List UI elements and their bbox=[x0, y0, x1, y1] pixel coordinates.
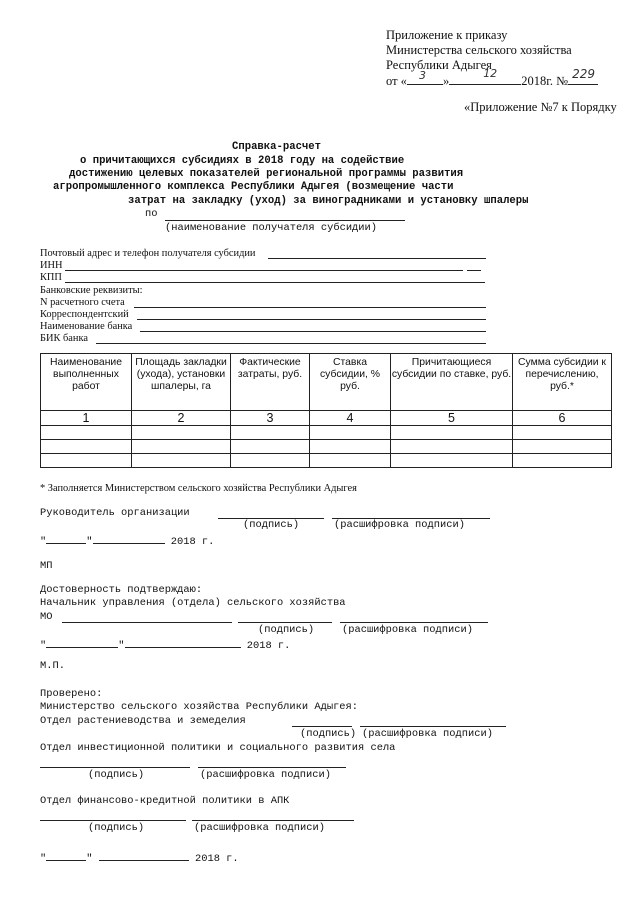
month-field[interactable] bbox=[99, 849, 189, 861]
col-number: 5 bbox=[391, 411, 513, 426]
chief-rasshifrovka-caption: (расшифровка подписи) bbox=[342, 624, 473, 636]
year-label: 2018 г. bbox=[246, 640, 291, 652]
table-row bbox=[41, 440, 612, 454]
inn-label: ИНН bbox=[40, 260, 63, 271]
chief-dept-label: Начальник управления (отдела) сельского хозяйства bbox=[40, 597, 346, 609]
account-input[interactable] bbox=[134, 307, 486, 308]
table-number-row bbox=[41, 411, 612, 426]
dept-invest-rasshifrovka-caption: (расшифровка подписи) bbox=[200, 769, 331, 781]
table-cell[interactable] bbox=[310, 426, 391, 440]
col-number: 2 bbox=[132, 411, 231, 426]
mp-stamp-2: М.П. bbox=[40, 660, 65, 672]
table-cell[interactable] bbox=[41, 440, 132, 454]
order-day-field bbox=[407, 69, 443, 85]
month-field[interactable] bbox=[93, 532, 165, 544]
order-day-handwritten: 3 bbox=[418, 69, 426, 82]
table-cell[interactable] bbox=[310, 440, 391, 454]
recipient-name-caption: (наименование получателя субсидии) bbox=[165, 222, 378, 234]
appendix-reference: «Приложение №7 к Порядку bbox=[464, 100, 617, 114]
head-org-podpis-caption: (подпись) bbox=[243, 519, 300, 531]
appendix-line-2: Министерства сельского хозяйства bbox=[386, 43, 572, 57]
subsidy-table bbox=[40, 353, 612, 468]
head-org-rasshifrovka-caption: (расшифровка подписи) bbox=[334, 519, 465, 531]
ministry-label: Министерство сельского хозяйства Республики Адыгея: bbox=[40, 701, 359, 713]
postal-label: Почтовый адрес и телефон получателя субсидии bbox=[40, 248, 256, 259]
col-number: 3 bbox=[231, 411, 310, 426]
account-label: N расчетного счета bbox=[40, 297, 125, 308]
month-field[interactable] bbox=[125, 636, 241, 648]
dept-invest-label: Отдел инвестиционной политики и социального развития села bbox=[40, 742, 396, 754]
chief-podpis-caption: (подпись) bbox=[258, 624, 315, 636]
table-cell[interactable] bbox=[310, 454, 391, 468]
col-header-transfer: Сумма субсидии к перечислению, руб.* bbox=[513, 354, 612, 411]
quote-close: " bbox=[86, 536, 93, 548]
bik-label: БИК банка bbox=[40, 333, 88, 344]
order-mid: » bbox=[442, 74, 450, 88]
col-header-due: Причитающиеся субсидии по ставке, руб. bbox=[391, 354, 513, 411]
quote-close: " bbox=[86, 853, 93, 865]
table-cell[interactable] bbox=[132, 440, 231, 454]
table-cell[interactable] bbox=[231, 426, 310, 440]
col-header-area: Площадь закладки (ухода), установки шпалеры, га bbox=[132, 354, 231, 411]
dept-crop-label: Отдел растениеводства и земеделия bbox=[40, 715, 246, 727]
postal-input[interactable] bbox=[268, 258, 486, 259]
table-cell[interactable] bbox=[132, 426, 231, 440]
dept-invest-name-line[interactable] bbox=[198, 767, 346, 768]
day-field[interactable] bbox=[46, 636, 118, 648]
order-number-handwritten: 229 bbox=[572, 67, 595, 81]
dept-crop-podpis-caption: (подпись) bbox=[300, 728, 357, 740]
order-month-handwritten: 12 bbox=[483, 67, 498, 80]
dept-invest-podpis-caption: (подпись) bbox=[88, 769, 145, 781]
col-header-works: Наименование выполненных работ bbox=[41, 354, 132, 411]
quote-open: " bbox=[40, 536, 47, 548]
table-cell[interactable] bbox=[391, 426, 513, 440]
recipient-name-line[interactable] bbox=[165, 220, 405, 221]
bank-name-input[interactable] bbox=[140, 331, 486, 332]
day-field[interactable] bbox=[46, 849, 86, 861]
order-year-label: 2018г. № bbox=[521, 74, 569, 88]
head-org-label: Руководитель организации bbox=[40, 507, 190, 519]
quote-open: " bbox=[40, 640, 47, 652]
table-cell[interactable] bbox=[391, 454, 513, 468]
year-label: 2018 г. bbox=[195, 853, 239, 865]
checked-label: Проверено: bbox=[40, 688, 103, 700]
bank-name-label: Наименование банка bbox=[40, 321, 133, 332]
table-cell[interactable] bbox=[231, 440, 310, 454]
col-header-rate: Ставка субсидии, % руб. bbox=[310, 354, 391, 411]
table-cell[interactable] bbox=[391, 440, 513, 454]
order-prefix: от « bbox=[386, 74, 407, 88]
dept-finance-podpis-caption: (подпись) bbox=[88, 822, 145, 834]
bank-details-label: Банковские реквизиты: bbox=[40, 285, 143, 296]
dept-crop-rasshifrovka-caption: (расшифровка подписи) bbox=[362, 728, 493, 740]
table-cell[interactable] bbox=[513, 426, 612, 440]
quote-close: " bbox=[118, 640, 125, 652]
table-cell[interactable] bbox=[231, 454, 310, 468]
title-line-5: затрат на закладку (уход) за виноградниками и установку шпалеры bbox=[128, 195, 529, 207]
table-row bbox=[41, 426, 612, 440]
inn-input-tail bbox=[467, 270, 481, 271]
date-line-2 bbox=[40, 636, 290, 653]
mo-label: МО bbox=[40, 611, 53, 623]
confirm-label: Достоверность подтверждаю: bbox=[40, 584, 203, 596]
title-line-2: о причитающихся субсидиях в 2018 году на содействие bbox=[80, 155, 405, 167]
day-field[interactable] bbox=[46, 532, 86, 544]
footnote: * Заполняется Министерством сельского хозяйства Республики Адыгея bbox=[40, 483, 357, 494]
dept-finance-rasshifrovka-caption: (расшифровка подписи) bbox=[194, 822, 325, 834]
table-cell[interactable] bbox=[132, 454, 231, 468]
recipient-prefix: по bbox=[145, 208, 158, 220]
corr-label: Корреспондентский bbox=[40, 309, 129, 320]
bik-input[interactable] bbox=[96, 343, 486, 344]
kpp-input[interactable] bbox=[65, 282, 485, 283]
year-label: 2018 г. bbox=[170, 536, 215, 548]
corr-input[interactable] bbox=[137, 319, 486, 320]
title-line-3: достижению целевых показателей региональной программы развития bbox=[69, 168, 464, 180]
table-cell[interactable] bbox=[513, 454, 612, 468]
table-cell[interactable] bbox=[41, 426, 132, 440]
inn-input[interactable] bbox=[65, 270, 463, 271]
order-number-field bbox=[568, 67, 598, 85]
appendix-line-3: Республики Адыгея bbox=[386, 58, 492, 72]
appendix-line-1: Приложение к приказу bbox=[386, 28, 508, 42]
title-line-4: агропромышленного комплекса Республики Адыгея (возмещение части bbox=[53, 181, 454, 193]
col-number: 1 bbox=[41, 411, 132, 426]
mo-name-line[interactable] bbox=[62, 622, 232, 623]
dept-finance-label: Отдел финансово-кредитной политики в АПК bbox=[40, 795, 290, 807]
chief-signature-line[interactable] bbox=[238, 622, 332, 623]
quote-open: " bbox=[40, 853, 47, 865]
col-header-costs: Фактические затраты, руб. bbox=[231, 354, 310, 411]
col-number: 4 bbox=[310, 411, 391, 426]
table-row bbox=[41, 454, 612, 468]
table-header-row bbox=[41, 354, 612, 411]
dept-finance-signature-line[interactable] bbox=[40, 820, 186, 821]
dept-invest-signature-line[interactable] bbox=[40, 767, 190, 768]
dept-finance-name-line[interactable] bbox=[192, 820, 354, 821]
order-date-number bbox=[386, 67, 598, 88]
table-cell[interactable] bbox=[513, 440, 612, 454]
chief-name-line[interactable] bbox=[340, 622, 488, 623]
dept-crop-name-line[interactable] bbox=[360, 726, 506, 727]
table-cell[interactable] bbox=[41, 454, 132, 468]
title-line-1: Справка-расчет bbox=[232, 141, 322, 153]
mp-stamp-1: МП bbox=[40, 560, 53, 572]
dept-crop-signature-line[interactable] bbox=[292, 726, 352, 727]
order-month-field bbox=[449, 67, 521, 85]
kpp-label: КПП bbox=[40, 272, 62, 283]
col-number: 6 bbox=[513, 411, 612, 426]
date-line-1 bbox=[40, 532, 214, 549]
date-line-3 bbox=[40, 849, 239, 866]
